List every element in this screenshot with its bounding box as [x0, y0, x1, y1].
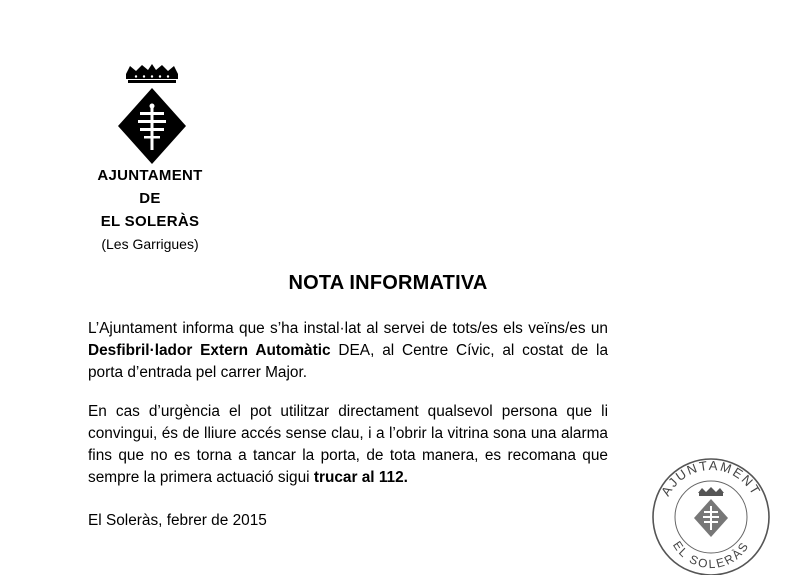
notice-paragraph-2 — [88, 401, 608, 489]
notice-paragraph-1 — [88, 318, 608, 384]
official-stamp-icon — [648, 455, 774, 575]
notice-title: NOTA INFORMATIVA — [288, 272, 488, 294]
paragraph-2-text: En cas d’urgència el pot utilitzar directament qualsevol persona que li convingui, és de lliure accés sense clau, i a l’obrir la vitrina sona una alarma fins que no es torna a tancar la porta, de tota manera, es recomana que sempre la primera actuació sigui — [88, 403, 608, 486]
paragraph-1-bold-device: Desfibril·lador Extern Automàtic — [88, 342, 331, 359]
svg-text:EL SOLERÀS — [670, 539, 752, 572]
organization-header — [60, 164, 240, 254]
paragraph-1-text-b: DEA, al Centre Cívic, al costat de la porta d’entrada pel carrer Major. — [88, 342, 608, 381]
paragraph-1-text-a: L’Ajuntament informa que s’ha instal·lat al servei de tots/es els veïns/es un — [88, 320, 608, 337]
paragraph-2-bold-emergency: trucar al 112. — [313, 469, 408, 486]
org-region: (Les Garrigues) — [101, 236, 199, 252]
org-name-line-1: AJUNTAMENT — [97, 167, 203, 184]
stamp-text-top: AJUNTAMENT — [657, 457, 765, 499]
coat-of-arms-icon — [116, 64, 188, 168]
org-name-line-3: EL SOLERÀS — [100, 213, 200, 230]
stamp-text-bottom: EL SOLERÀS — [669, 538, 753, 572]
closing-place-date: El Soleràs, febrer de 2015 — [88, 512, 267, 529]
org-name-line-2: DE — [139, 190, 161, 207]
